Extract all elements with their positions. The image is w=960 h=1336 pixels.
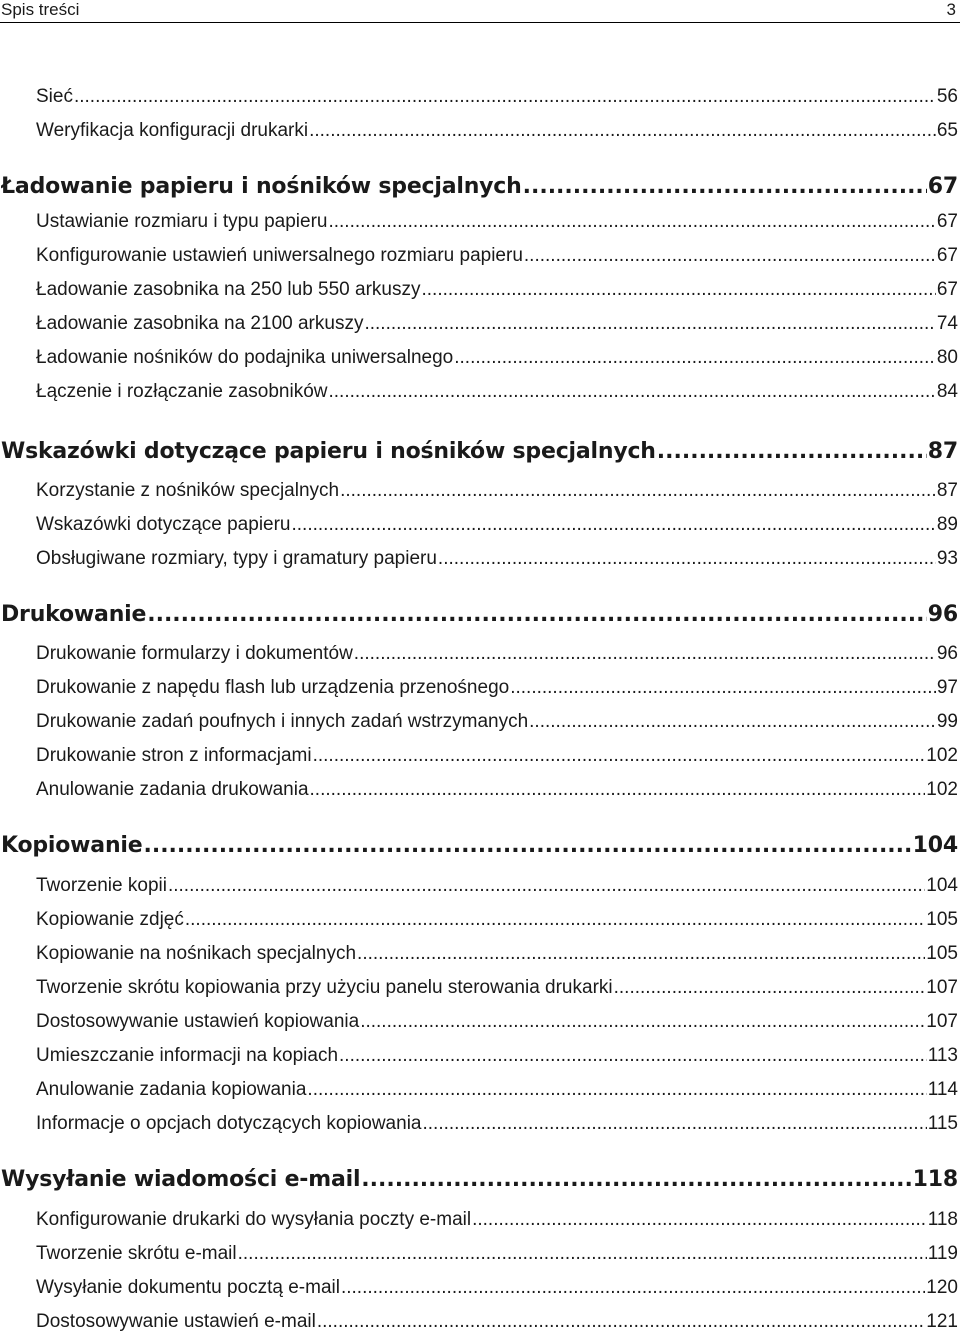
- toc-entry-title: Wskazówki dotyczące papieru: [36, 514, 291, 535]
- toc-entry-page-number: 80: [936, 347, 958, 368]
- toc-entry-title: Anulowanie zadania drukowania: [36, 779, 309, 800]
- toc-entry-title: Obsługiwane rozmiary, typy i gramatury papieru: [36, 548, 437, 569]
- toc-section-entry[interactable]: [36, 1275, 958, 1301]
- toc-entry-title: Umieszczanie informacji na kopiach: [36, 1045, 339, 1066]
- toc-dot-leader: [523, 171, 927, 203]
- toc-dot-leader: [422, 1111, 926, 1137]
- toc-section-entry[interactable]: [36, 512, 958, 538]
- toc-entry-title: Drukowanie: [1, 602, 147, 627]
- toc-entry-title: Dostosowywanie ustawień kopiowania: [36, 1011, 360, 1032]
- toc-entry-title: Wysyłanie dokumentu pocztą e-mail: [36, 1277, 340, 1298]
- toc-dot-leader: [147, 599, 927, 631]
- toc-entry-page-number: 118: [912, 1167, 958, 1192]
- toc-dot-leader: [614, 975, 926, 1001]
- toc-dot-leader: [657, 436, 927, 468]
- toc-dot-leader: [472, 1207, 927, 1233]
- toc-dot-leader: [185, 907, 925, 933]
- toc-chapter-entry[interactable]: [1, 830, 958, 862]
- toc-entry-title: Drukowanie stron z informacjami: [36, 745, 312, 766]
- toc-entry-title: Ładowanie nośników do podajnika uniwersalnego: [36, 347, 454, 368]
- toc-section-entry[interactable]: [36, 1043, 958, 1069]
- toc-dot-leader: [307, 1077, 926, 1103]
- toc-dot-leader: [357, 941, 925, 967]
- toc-section-entry[interactable]: [36, 641, 958, 667]
- toc-chapter-entry[interactable]: [1, 1164, 958, 1196]
- toc-dot-leader: [354, 641, 936, 667]
- toc-entry-page-number: 67: [936, 279, 958, 300]
- toc-dot-leader: [328, 209, 935, 235]
- toc-section-entry[interactable]: [36, 478, 958, 504]
- toc-entry-page-number: 119: [927, 1243, 958, 1264]
- toc-section-entry[interactable]: [36, 277, 958, 303]
- toc-entry-page-number: 97: [936, 677, 958, 698]
- toc-section-entry[interactable]: [36, 873, 958, 899]
- toc-section-entry[interactable]: [36, 743, 958, 769]
- toc-dot-leader: [339, 1043, 927, 1069]
- toc-dot-leader: [313, 743, 926, 769]
- toc-entry-page-number: 87: [927, 439, 958, 464]
- toc-entry-page-number: 74: [936, 313, 958, 334]
- toc-entry-page-number: 118: [927, 1209, 958, 1230]
- toc-dot-leader: [341, 1275, 925, 1301]
- running-header-page-number: 3: [946, 0, 956, 19]
- toc-entry-page-number: 121: [926, 1311, 958, 1332]
- toc-section-entry[interactable]: [36, 675, 958, 701]
- toc-section-entry[interactable]: [36, 975, 958, 1001]
- toc-dot-leader: [364, 311, 935, 337]
- toc-section-entry[interactable]: [36, 1111, 958, 1137]
- toc-entry-page-number: 107: [926, 977, 958, 998]
- toc-entry-title: Wysyłanie wiadomości e-mail: [1, 1167, 361, 1192]
- toc-entry-title: Informacje o opcjach dotyczących kopiowania: [36, 1113, 422, 1134]
- toc-section-entry[interactable]: [36, 1309, 958, 1335]
- running-header: [0, 0, 960, 23]
- toc-dot-leader: [454, 345, 936, 371]
- toc-dot-leader: [292, 512, 936, 538]
- toc-entry-page-number: 105: [926, 909, 958, 930]
- toc-dot-leader: [329, 379, 936, 405]
- toc-dot-leader: [340, 478, 936, 504]
- toc-dot-leader: [143, 830, 911, 862]
- toc-entry-title: Ustawianie rozmiaru i typu papieru: [36, 211, 328, 232]
- toc-entry-page-number: 105: [926, 943, 958, 964]
- toc-entry-page-number: 84: [936, 381, 958, 402]
- toc-section-entry[interactable]: [36, 941, 958, 967]
- toc-entry-title: Ładowanie zasobnika na 250 lub 550 arkuszy: [36, 279, 421, 300]
- toc-entry-page-number: 113: [927, 1045, 958, 1066]
- toc-section-entry[interactable]: [36, 1241, 958, 1267]
- toc-entry-title: Dostosowywanie ustawień e-mail: [36, 1311, 316, 1332]
- toc-dot-leader: [360, 1009, 925, 1035]
- toc-dot-leader: [74, 84, 936, 110]
- toc-entry-page-number: 99: [936, 711, 958, 732]
- toc-dot-leader: [510, 675, 936, 701]
- toc-dot-leader: [438, 546, 936, 572]
- toc-entry-title: Drukowanie z napędu flash lub urządzenia przenośnego: [36, 677, 510, 698]
- toc-entry-page-number: 67: [927, 174, 958, 199]
- toc-entry-page-number: 89: [936, 514, 958, 535]
- toc-entry-title: Ładowanie papieru i nośników specjalnych: [1, 174, 522, 199]
- running-header-title: Spis treści: [1, 0, 80, 19]
- toc-section-entry[interactable]: [36, 243, 958, 269]
- toc-entry-title: Konfigurowanie ustawień uniwersalnego rozmiaru papieru: [36, 245, 523, 266]
- toc-chapter-entry[interactable]: [1, 599, 958, 631]
- toc-section-entry[interactable]: [36, 379, 958, 405]
- toc-entry-title: Wskazówki dotyczące papieru i nośników specjalnych: [1, 439, 656, 464]
- toc-entry-title: Korzystanie z nośników specjalnych: [36, 480, 340, 501]
- toc-entry-page-number: 96: [927, 602, 958, 627]
- toc-entry-page-number: 120: [926, 1277, 958, 1298]
- toc-entry-page-number: 96: [936, 643, 958, 664]
- toc-entry-title: Tworzenie skrótu kopiowania przy użyciu panelu sterowania drukarki: [36, 977, 613, 998]
- toc-dot-leader: [238, 1241, 927, 1267]
- toc-entry-page-number: 93: [936, 548, 958, 569]
- toc-section-entry[interactable]: [36, 345, 958, 371]
- toc-entry-title: Ładowanie zasobnika na 2100 arkuszy: [36, 313, 364, 334]
- toc-dot-leader: [310, 777, 926, 803]
- toc-dot-leader: [422, 277, 936, 303]
- toc-entry-title: Łączenie i rozłączanie zasobników: [36, 381, 328, 402]
- toc-entry-page-number: 104: [926, 875, 958, 896]
- toc-dot-leader: [317, 1309, 925, 1335]
- toc-entry-title: Kopiowanie zdjęć: [36, 909, 184, 930]
- toc-dot-leader: [309, 118, 936, 144]
- toc-entry-title: Kopiowanie: [1, 833, 143, 858]
- toc-entry-title: Sieć: [36, 86, 73, 107]
- toc-entry-page-number: 107: [926, 1011, 958, 1032]
- toc-dot-leader: [529, 709, 936, 735]
- toc-entry-page-number: 67: [936, 211, 958, 232]
- toc-entry-title: Kopiowanie na nośnikach specjalnych: [36, 943, 357, 964]
- toc-section-entry[interactable]: [36, 709, 958, 735]
- toc-entry-page-number: 104: [912, 833, 958, 858]
- toc-dot-leader: [168, 873, 925, 899]
- toc-chapter-entry[interactable]: [1, 436, 958, 468]
- toc-entry-title: Konfigurowanie drukarki do wysyłania poczty e-mail: [36, 1209, 472, 1230]
- toc-entry-page-number: 102: [926, 779, 958, 800]
- toc-chapter-entry[interactable]: [1, 171, 958, 203]
- toc-entry-title: Weryfikacja konfiguracji drukarki: [36, 120, 309, 141]
- toc-section-entry[interactable]: [36, 907, 958, 933]
- toc-entry-page-number: 102: [926, 745, 958, 766]
- toc-section-entry[interactable]: [36, 1009, 958, 1035]
- toc-dot-leader: [524, 243, 936, 269]
- toc-dot-leader: [361, 1164, 911, 1196]
- toc-entry-page-number: 114: [927, 1079, 958, 1100]
- toc-entry-title: Tworzenie kopii: [36, 875, 167, 896]
- toc-entry-page-number: 65: [936, 120, 958, 141]
- toc-entry-title: Drukowanie zadań poufnych i innych zadań wstrzymanych: [36, 711, 529, 732]
- toc-section-entry[interactable]: [36, 209, 958, 235]
- toc-entry-title: Anulowanie zadania kopiowania: [36, 1079, 307, 1100]
- toc-section-entry[interactable]: [36, 1207, 958, 1233]
- toc-entry-title: Tworzenie skrótu e-mail: [36, 1243, 237, 1264]
- toc-section-entry[interactable]: [36, 311, 958, 337]
- toc-section-entry[interactable]: [36, 84, 958, 110]
- toc-section-entry[interactable]: [36, 1077, 958, 1103]
- toc-entry-page-number: 115: [927, 1113, 958, 1134]
- toc-section-entry[interactable]: [36, 546, 958, 572]
- toc-entry-page-number: 56: [936, 86, 958, 107]
- toc-entry-page-number: 87: [936, 480, 958, 501]
- toc-entry-page-number: 67: [936, 245, 958, 266]
- toc-entry-title: Drukowanie formularzy i dokumentów: [36, 643, 353, 664]
- toc-section-entry[interactable]: [36, 777, 958, 803]
- toc-section-entry[interactable]: [36, 118, 958, 144]
